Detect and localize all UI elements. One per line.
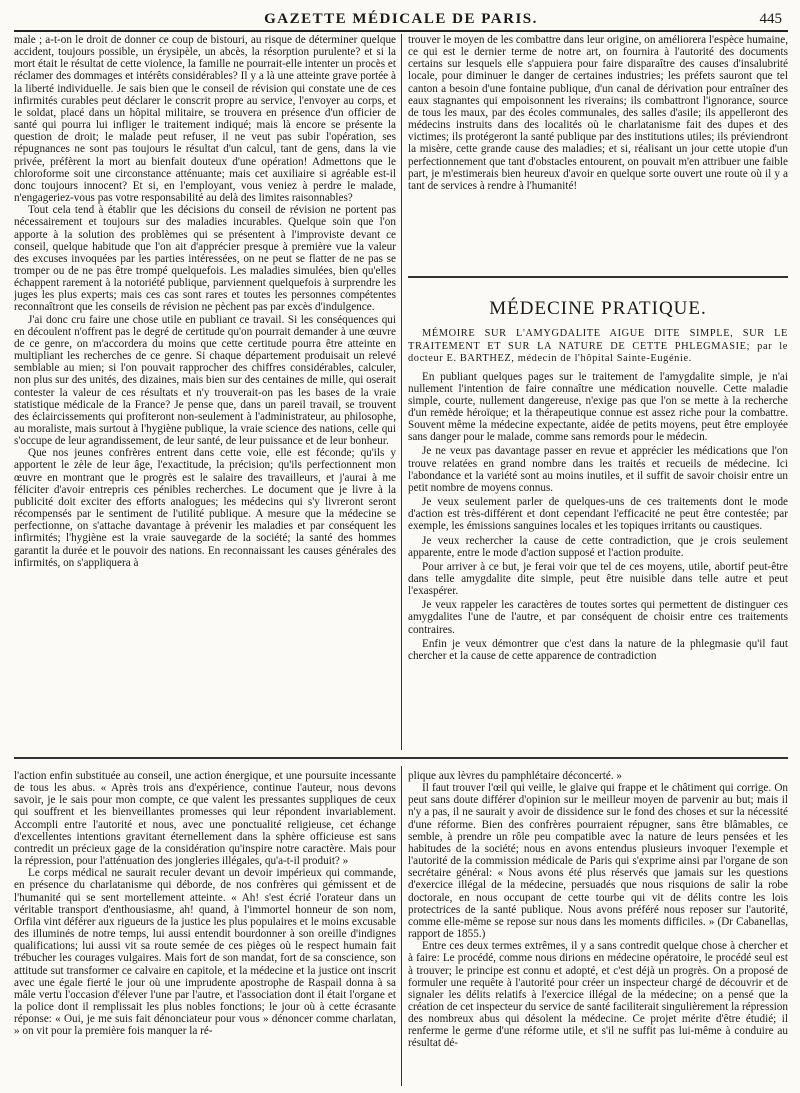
paragraph: Pour arriver à ce but, je ferai voir que tel de ces moyens, utile, abortif peut-être dans telle amygdalite dite simple, peut être nuisible dans telle autre et peut l'exaspérer. (408, 560, 788, 598)
memoir-heading-text: MÉMOIRE SUR L'AMYGDALITE AIGUE DITE SIMPLE, SUR LE TRAITEMENT ET SUR LA NATURE DE CETTE PHLEGMASIE; par le docteur E. BARTHEZ, médecin de l'hôpital Sainte-Eugénie. (408, 328, 788, 364)
paragraph: Que nos jeunes confrères entrent dans cette voie, elle est féconde; qu'ils y apportent le zèle de leur âge, l'exactitude, la précision; qu'ils perfectionnent mon œuvre en montrant que le progrès est le salaire des travailleurs, et j'aurai à me féliciter d'avoir entrepris ces pénibles recherches. Le document que je livre à la publicité doit exciter des efforts analogues; les médecins qui s'y livreront seront récompensés par le sentiment de l'utilité publique. A mesure que la médecine se perfectionne, on s'attache davantage à prévenir les maladies et par conséquent les infirmités; l'hygiène est la vraie sauvegarde de la société; la santé des hommes garantit la durée et le pouvoir des nations. En reconnaissant les causes générales des infirmités, on s'appliquera à (14, 447, 396, 569)
paragraph: plique aux lèvres du pamphlétaire déconcerté. » (408, 770, 623, 782)
paragraph: Le corps médical ne saurait reculer devant un devoir impérieux qui commande, en présence du charlatanisme qui déborde, de nos confrères qui gémissent et de l'humanité qui se sent mortellement atteinte. « Ah! s'est écrié l'orateur dans un véritable transport d'enthousiasme, ah! quand, à l'immortel honneur de son nom, Orfila vint déférer aux rigueurs de la justice les plus populaires et le moins excusable des illuminés de notre temps, lui aussi entendit bourdonner à son oreille d'indignes qualifications; lui aussi vit sa route semée de ces pièges où le respect humain fait trébucher les courages vulgaires. Mais fort de son mandat, fort de sa conscience, son attitude sut transformer ce calvaire en capitole, et la médecine et la justice ont inscrit avec une égale fierté le jour où une imprudente apostrophe de Raspail donna à sa mâle vertu l'occasion d'élever l'une par l'autre, et l'association dont il était l'organe et la police dont il remplissait les plus nobles fonctions; le jour où à cette écrasante réponse: « Oui, je me suis fait dénonciateur pour vous » dénoncer comme charlatan, » on vit pour la première fois manquer la ré- (14, 867, 396, 1038)
right-column-bottom (408, 770, 788, 1085)
page-divider (14, 757, 788, 759)
paragraph: trouver le moyen de les combattre dans leur origine, on améliorera l'espèce humaine, ce qui est le dernier terme de notre art, on fournira à l'autorité des documents certains sur lesquels elle s'appuiera pour faire disparaître des causes d'insalubrité locale, pour diminuer le danger de certaines industries; les préfets sauront que tel canton a besoin d'une fontaine publique, d'un canal de dérivation pour entraîner des eaux stagnantes qui empoisonnent les riverains; ils combattront l'ignorance, source de tous les maux, par des écoles communales, des salles d'asile; ils appelleront des médecins instruits dans des localités où le charlatanisme fait des dupes et des victimes; ils protégeront la santé publique par des institutions utiles; ils préviendront la misère, cette grande cause des maladies; et si, réalisant un jour cette utopie d'un perfectionnement que tant d'obstacles entourent, on pouvait m'en attribuer une faible part, je m'estimerais bien heureux d'avoir en quelque sorte ouvert une route où il y a tant de services à rendre à l'humanité! (408, 34, 788, 192)
paragraph: En publiant quelques pages sur le traitement de l'amygdalite simple, je n'ai nullement l'intention de faire connaître une médication nouvelle. Cette maladie simple, courte, nullement dangereuse, n'exige pas que l'on se mette à la recherche d'un remède héroïque; et la thérapeutique connue est assez riche pour la combattre. Souvent même la médecine expectante, aidée de petits moyens, peut être employée sans danger pour le malade, comme sans remords pour le médecin. (408, 370, 788, 444)
left-column-top (14, 34, 396, 742)
paragraph: Je veux rechercher la cause de cette contradiction, que je crois seulement apparente, entre le mode d'action supposé et l'action produite. (408, 534, 788, 559)
paragraph: Enfin je veux démontrer que c'est dans la nature de la phlegmasie qu'il faut chercher et la cause de cette apparence de contradiction (408, 637, 788, 662)
section-top-rule (408, 276, 788, 278)
column-divider-bottom (401, 766, 402, 1086)
paragraph: male ; a-t-on le droit de donner ce coup de bistouri, au risque de déterminer quelque accident, toujours possible, un érysipèle, un abcès, la résorption purulente? et si la mort était le résultat de cette violence, la famille ne pourrait-elle intenter un procès et réclamer des dommages et intérêts considérables? Il y a là une atteinte grave portée à la liberté individuelle. Je sais bien que le conseil de révision qui constate une de ces infirmités curables peut déclarer le conscrit propre au service, l'envoyer au corps, et le soldat, placé dans un hôpital militaire, se trouvera en présence d'un officier de santé qui pourra lui infliger le traitement indiqué; mais là encore se présente la question de droit; le malade peut refuser, il ne veut pas subir l'opération, ses répugnances ne sont pas toujours le résultat d'un calcul, tant de gens, dans la vie privée, préfèrent la mort au bienfait douteux d'une opération! Admettons que le chloroforme soit une circonstance atténuante; mais cet auxiliaire si agréable est-il donc toujours innocent? Et si, en l'employant, vous veniez à perdre le malade, n'engageriez-vous pas votre responsabilité au delà des limites raisonnables? (14, 34, 396, 205)
paragraph: l'action enfin substituée au conseil, une action énergique, et une poursuite incessante de tous les abus. « Après trois ans d'expérience, continue l'auteur, nous devons savoir, je le sais pour mon compte, ce que valent les pressantes suppliques de ceux qui souffrent et les bienveillantes promesses qui leur répondent invariablement. Accompli entre l'autorité et nous, avec une ponctualité religieuse, cet échange d'excellentes intentions gravitant éternellement dans la sphère officieuse est sans contredit un précieux gage de la considération qu'inspire notre caractère. Mais pour la répression, pour l'atténuation des jongleries illégales, qu'a-t-il produit? » (14, 770, 396, 868)
paragraph: J'ai donc cru faire une chose utile en publiant ce travail. Si les conséquences qui en découlent n'offrent pas le degré de certitude qu'on pourrait demander à une œuvre de ce genre, on m'accordera du moins que cette certitude pourra être atteinte en multipliant les recherches de ce genre. Si chaque département produisait un relevé semblable au mien; si l'on pouvait rapprocher des chiffres considérables, calculer, non plus sur des unités, des dizaines, mais bien sur des centaines de mille, qui oserait contester la valeur de ces résultats et n'y trouverait-on pas les bases de la vraie statistique médicale de la France? Je pense que, dans un pareil travail, se trouvent des éclaircissements qui profiteront non-seulement à l'administrateur, au philosophe, au moraliste, mais surtout à l'hygiène publique, la vraie science des nations, celle qui s'occupe de leur agrandissement, de leur santé, de leur puissance et de leur bonheur. (14, 313, 396, 448)
paragraph: Tout cela tend à établir que les décisions du conseil de révision ne portent pas nécessairement et toujours sur des maladies incurables. Quelque soin que l'on apporte à la solution des problèmes qui se présentent à l'improviste devant ce conseil, quelque habitude que l'on ait d'apprécier presque à première vue la valeur des excuses invoquées par les parties intéressées, on ne peut se flatter de ne pas se tromper ou de ne pas être trompé quelquefois. Les maladies simulées, bien qu'elles échappent rarement à la notoriété publique, parviennent quelquefois à surprendre les juges les plus experts; mais ces cas sont rares et toutes les personnes compétentes reconnaîtront que les conseils de révision ne pèchent pas par excès d'indulgence. (14, 204, 396, 314)
running-title: GAZETTE MÉDICALE DE PARIS. (264, 11, 538, 27)
left-column-bottom (14, 770, 396, 1085)
right-column-top (408, 34, 788, 262)
section-title: MÉDECINE PRATIQUE. (489, 298, 707, 319)
paragraph: Il faut trouver l'œil qui veille, le glaive qui frappe et le châtiment qui corrige. On peut sans doute différer d'opinion sur le meilleur moyen de parvenir au but; mais il n'y a pas, il ne saurait y avoir de dissidence sur le fond des choses et sur la nécessité d'une réforme. Bien des confrères pourraient répugner, sans être blâmables, ce semble, à prendre un rôle peu compatible avec la nature de leurs pensées et les habitudes de la société; nous en avons entendus plusieurs invoquer l'exemple et l'autorité de la commission médicale de Paris qui s'exprime ainsi par l'organe de son secrétaire général: « Nous avons été plus réservés que jamais sur les questions d'exercice illégal de la médecine, persuadés que nous risquions de salir la robe doctorale, en nous occupant de cette tourbe qui vit de délits contre les lois protectrices de la santé publique. Nous avons préféré nous reposer sur l'autorité, comme elle-même se repose sur nous dans les moments difficiles. » (Dr Cabanellas, rapport de 1855.) (408, 782, 788, 941)
paragraph: Entre ces deux termes extrêmes, il y a sans contredit quelque chose à chercher et à faire: Le procédé, comme nous dirions en médecine opératoire, le procédé seul est à trouver; le principe est connu et adopté, et c'est déjà un progrès. On a proposé de formuler une requête à l'autorité pour créer un inspecteur chargé de découvrir et de signaler les délits relatifs à l'exercice illégal de la médecine; on a pensé que la création de cet inspecteur du service de santé faciliterait singulièrement la répression des nombreux abus qui désolent la médecine. Ce projet mérite d'être étudié; il renferme le germe d'une réforme utile, et s'il ne suffit pas lui-même à conduire au résultat dé- (408, 940, 788, 1050)
paragraph: Je veux rappeler les caractères de toutes sortes qui permettent de distinguer ces amygdalites l'une de l'autre, et par conséquent de choisir entre ces traitements contraires. (408, 599, 788, 636)
medecine-pratique-section (408, 282, 788, 752)
running-head (14, 8, 788, 32)
memoir-heading (408, 328, 788, 366)
page-number: 445 (759, 11, 782, 27)
column-divider (401, 34, 402, 750)
paragraph: Je ne veux pas davantage passer en revue et apprécier les médications que l'on trouve relatées en grand nombre dans les traités et recueils de médecine. Ici l'abondance et la variété sont au moins inutiles, et il suffit de savoir choisir entre un petit nombre de moyens connus. (408, 445, 788, 494)
paragraph: Je veux seulement parler de quelques-uns de ces traitements dont le mode d'action est très-différent et dont cependant l'efficacité ne peut être contestée; par exemple, les émissions sanguines locales et les topiques irritants ou caustiques. (408, 496, 788, 533)
